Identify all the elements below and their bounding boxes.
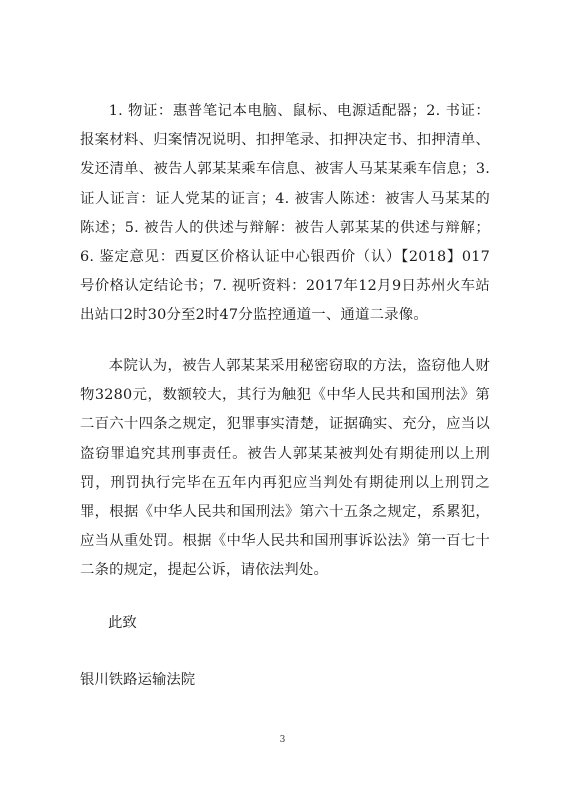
evidence-paragraph: 1. 物证：惠普笔记本电脑、鼠标、电源适配器；2. 书证：报案材料、归案情况说明、扣押笔录、扣押决定书、扣押清单、发还清单、被告人郭某某乘车信息、被害人马某某乘车信息；3. 证人证言：证人党某的证言；4. 被害人陈述：被害人马某某的陈述；5. 被告人的供述与辩解：被告人郭某某的供述与辩解；6. 鉴定意见：西夏区价格认证中心银西价（认）【2018】017号价格认定结论书；7. 视听资料：2017年12月9日苏州火车站出站口2时30分至2时47分监控通道一、通道二录像。 [80,103,490,324]
court-opinion-paragraph: 本院认为，被告人郭某某采用秘密窃取的方法，盗窃他人财物3280元，数额较大，其行为触犯《中华人民共和国刑法》第二百六十四条之规定，犯罪事实清楚，证据确实、充分，应当以盗窃罪追究其刑事责任。被告人郭某某被判处有期徒刑以上刑罚，刑罚执行完毕在五年内再犯应当判处有期徒刑以上刑罚之罪，根据《中华人民共和国刑法》第六十五条之规定，系累犯，应当从重处罚。根据《中华人民共和国刑事诉讼法》第一百七十二条的规定，提起公诉，请依法判处。 [80,358,490,579]
addressee-court: 银川铁路运输法院 [80,672,196,688]
salutation: 此致 [108,615,137,631]
page-number: 3 [279,735,286,745]
